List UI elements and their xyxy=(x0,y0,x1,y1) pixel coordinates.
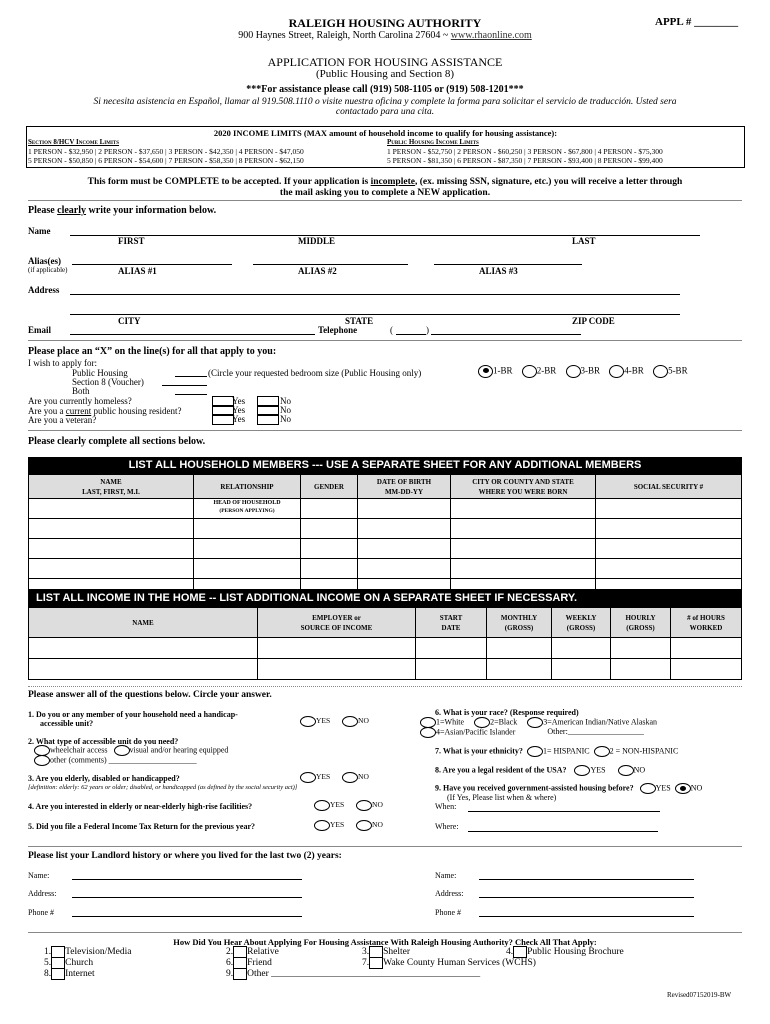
tel-close-paren: ) xyxy=(426,325,429,335)
income-table xyxy=(28,607,742,680)
table-cell[interactable] xyxy=(451,519,596,539)
bedroom-4br-radio[interactable] xyxy=(609,365,624,378)
address-input-line-2[interactable] xyxy=(70,314,680,315)
table-row xyxy=(29,519,742,539)
state-label: STATE xyxy=(345,316,374,326)
q3-yes-radio[interactable] xyxy=(300,772,316,783)
landlord2-address-label: Address: xyxy=(435,889,464,898)
table-cell[interactable] xyxy=(301,499,358,519)
q2-options: wheelchair access visual and/or hearing equipped xyxy=(34,745,228,756)
both-line[interactable] xyxy=(175,394,207,395)
divider xyxy=(28,932,742,933)
q9-where-input-line[interactable] xyxy=(468,831,658,832)
s8-limits-row2: 5 PERSON - $50,850 | 6 PERSON - $54,600 | 7 PERSON - $58,350 | 8 PERSON - $62,150 xyxy=(28,156,304,165)
table-cell[interactable] xyxy=(29,659,258,680)
org-name: RALEIGH HOUSING AUTHORITY xyxy=(288,16,482,30)
table-cell[interactable] xyxy=(194,559,301,579)
hear-item-1: 1. Television/Media xyxy=(44,947,132,958)
q7-hispanic-radio[interactable] xyxy=(527,746,543,757)
q9-when-label: When: xyxy=(435,802,457,811)
q6-other-field[interactable]: Other:___________________ xyxy=(547,727,644,737)
telephone-input-line[interactable] xyxy=(431,334,581,335)
q6-options-row2: 4=Asian/Pacific Islander Other:___________________ xyxy=(420,727,644,738)
q8-yes-radio[interactable] xyxy=(574,765,590,776)
landlord-title: Please list your Landlord history or where you lived for the last two (2) years: xyxy=(28,851,342,861)
col-ssn: SOCIAL SECURITY # xyxy=(596,475,742,499)
landlord2-address-input[interactable] xyxy=(479,897,694,898)
ph-limits-row2: 5 PERSON - $81,350 | 6 PERSON - $87,350 | 7 PERSON - $93,400 | 8 PERSON - $99,400 xyxy=(387,156,663,165)
table-cell[interactable] xyxy=(194,519,301,539)
landlord1-phone-input[interactable] xyxy=(72,916,302,917)
q9-when-input-line[interactable] xyxy=(468,811,660,812)
s8-limits-heading: Section 8/HCV Income Limits xyxy=(28,138,120,146)
head-of-household-cell: HEAD OF HOUSEHOLD (PERSON APPLYING) xyxy=(194,499,301,519)
table-cell[interactable] xyxy=(416,638,487,659)
table-cell[interactable] xyxy=(611,638,671,659)
org-address: 900 Haynes Street, Raleigh, North Carolina 27604 ~ www.rhaonline.com xyxy=(238,30,532,41)
hear-item-3: 3. Shelter xyxy=(362,947,411,958)
bedroom-1br-radio[interactable] xyxy=(478,365,493,378)
q9-text: 9. Have you received government-assisted housing before? YES NO xyxy=(435,783,703,793)
col-hours-worked: # of HOURS WORKED xyxy=(671,608,742,638)
landlord2-name-input[interactable] xyxy=(479,879,694,880)
ph-limits-heading: Public Housing Income Limits xyxy=(387,138,479,146)
last-label: LAST xyxy=(572,236,596,246)
homeless-yes-label: Yes xyxy=(232,396,246,406)
col-hourly: HOURLY (GROSS) xyxy=(611,608,671,638)
hear-item-8: 8. Internet xyxy=(44,969,95,980)
veteran-no-label: No xyxy=(280,414,291,424)
q1-text: 1. Do you or any member of your household need a handicap- accessible unit? xyxy=(28,710,238,728)
table-row xyxy=(29,499,742,519)
divider xyxy=(28,686,742,687)
q2-other-option: other (comments) ______________________ xyxy=(34,755,197,766)
website-link[interactable]: www.rhaonline.com xyxy=(450,30,532,41)
s8-limits-row1: 1 PERSON - $32,950 | 2 PERSON - $37,650 | 3 PERSON - $42,350 | 4 PERSON - $47,050 xyxy=(28,147,304,156)
table-cell[interactable] xyxy=(671,659,742,680)
homeless-question: Are you currently homeless? xyxy=(28,396,132,406)
bedroom-5br-radio[interactable] xyxy=(653,365,668,378)
complete-notice: This form must be COMPLETE to be accepted. If your application is incomplete, (ex. missing SSN, signature, etc.) you will receive a letter through the mail asking you to complete a NEW application. xyxy=(87,177,683,198)
col-relationship: RELATIONSHIP xyxy=(194,475,301,499)
table-cell[interactable] xyxy=(611,659,671,680)
bedroom-circle-note: (Circle your requested bedroom size (Public Housing only) xyxy=(208,368,422,378)
hear-checkbox[interactable] xyxy=(51,968,65,980)
alias3-input-line[interactable] xyxy=(434,264,582,265)
q7-nonhispanic-radio[interactable] xyxy=(594,746,610,757)
write-clearly-note: Please clearly write your information below. xyxy=(28,205,217,216)
bedroom-options: 1-BR 2-BR 3-BR 4-BR 5-BR xyxy=(478,365,688,378)
col-gender: GENDER xyxy=(301,475,358,499)
alias1-input-line[interactable] xyxy=(72,264,232,265)
table-row xyxy=(29,638,742,659)
landlord1-address-label: Address: xyxy=(28,889,57,898)
landlord1-address-input[interactable] xyxy=(72,897,302,898)
col-weekly: WEEKLY (GROSS) xyxy=(552,608,611,638)
table-cell[interactable] xyxy=(552,638,611,659)
telephone-label: Telephone xyxy=(318,325,358,335)
q5-options: YES NO xyxy=(314,820,383,831)
q8-text: 8. Are you a legal resident of the USA? YES NO xyxy=(435,765,646,775)
q4-text: 4. Are you interested in elderly or near-elderly high-rise facilities? xyxy=(28,802,253,811)
section8-label: Section 8 (Voucher) xyxy=(72,377,144,387)
table-row xyxy=(29,539,742,559)
q9-yes-radio[interactable] xyxy=(640,783,656,794)
landlord2-phone-input[interactable] xyxy=(479,916,694,917)
hear-title: How Did You Hear About Applying For Housing Assistance With Raleigh Housing Authority? Check All That Apply: xyxy=(173,937,597,947)
table-cell[interactable] xyxy=(29,559,194,579)
divider xyxy=(28,430,742,431)
table-cell[interactable] xyxy=(358,499,451,519)
landlord1-phone-label: Phone # xyxy=(28,908,54,917)
income-limits-box xyxy=(26,126,745,168)
ph-limits-row1: 1 PERSON - $52,750 | 2 PERSON - $60,250 | 3 PERSON - $67,800 | 4 PERSON - $75,300 xyxy=(387,147,663,156)
divider xyxy=(28,200,742,201)
revision-stamp: Revised07152019-BW xyxy=(667,991,732,999)
table-cell[interactable] xyxy=(596,539,742,559)
table-row xyxy=(29,559,742,579)
apply-title: Please place an “X” on the line(s) for all that apply to you: xyxy=(28,346,277,357)
table-cell[interactable] xyxy=(301,559,358,579)
q5-no-radio[interactable] xyxy=(356,820,372,831)
resident-yes-label: Yes xyxy=(232,405,246,415)
table-cell[interactable] xyxy=(416,659,487,680)
page-subtitle: (Public Housing and Section 8) xyxy=(315,68,455,80)
tel-open-paren: ( xyxy=(390,325,393,335)
email-input-line[interactable] xyxy=(70,334,315,335)
public-housing-line[interactable] xyxy=(175,376,207,377)
hear-item-7: 7. Wake County Human Services (WCHS) xyxy=(362,958,536,969)
first-label: FIRST xyxy=(118,236,145,246)
table-cell[interactable] xyxy=(29,519,194,539)
income-bar: LIST ALL INCOME IN THE HOME -- LIST ADDITIONAL INCOME ON A SEPARATE SHEET IF NECESSARY. xyxy=(28,589,742,607)
q3-definition: [definition: elderly: 62 years or older; disabled, or handicapped (as defined by the social security act)] xyxy=(28,784,298,791)
table-cell[interactable] xyxy=(194,539,301,559)
household-bar: LIST ALL HOUSEHOLD MEMBERS --- USE A SEPARATE SHEET FOR ANY ADDITIONAL MEMBERS xyxy=(28,457,742,474)
table-cell[interactable] xyxy=(487,659,552,680)
name-label: Name xyxy=(28,226,51,236)
col-name: NAME LAST, FIRST, M.I. xyxy=(29,475,194,499)
table-cell[interactable] xyxy=(451,539,596,559)
table-cell[interactable] xyxy=(487,638,552,659)
hear-item-6: 6. Friend xyxy=(226,958,272,969)
page-title: APPLICATION FOR HOUSING ASSISTANCE xyxy=(267,55,503,69)
income-limits-title: 2020 INCOME LIMITS (MAX amount of household income to qualify for housing assistance): xyxy=(213,128,558,138)
table-cell[interactable] xyxy=(358,559,451,579)
q3-text: 3. Are you elderly, disabled or handicapped? xyxy=(28,774,180,783)
resident-no-label: No xyxy=(280,405,291,415)
hear-checkbox[interactable] xyxy=(233,968,247,980)
q8-no-radio[interactable] xyxy=(618,765,634,776)
city-label: CITY xyxy=(118,316,141,326)
alias-sub-label: (if applicable) xyxy=(28,266,68,274)
section8-line[interactable] xyxy=(162,385,207,386)
homeless-no-label: No xyxy=(280,396,291,406)
veteran-yes-label: Yes xyxy=(232,414,246,424)
questions-intro: Please answer all of the questions below. Circle your answer. xyxy=(28,690,272,700)
bedroom-2br-radio[interactable] xyxy=(522,365,537,378)
table-cell[interactable] xyxy=(258,638,416,659)
landlord2-phone-label: Phone # xyxy=(435,908,461,917)
alias2-label: ALIAS #2 xyxy=(298,266,337,276)
table-cell[interactable] xyxy=(29,499,194,519)
q6-asian-radio[interactable] xyxy=(420,727,436,738)
name-input-line[interactable] xyxy=(70,235,700,236)
col-employer: EMPLOYER or SOURCE OF INCOME xyxy=(258,608,416,638)
q9-no-radio[interactable] xyxy=(675,783,691,794)
table-cell[interactable] xyxy=(301,539,358,559)
table-cell[interactable] xyxy=(596,559,742,579)
col-income-name: NAME xyxy=(29,608,258,638)
veteran-question: Are you a veteran? xyxy=(28,415,97,425)
divider xyxy=(28,340,742,341)
hear-item-4: 4. Public Housing Brochure xyxy=(506,947,624,958)
q3-options: YES NO xyxy=(300,772,369,783)
table-cell[interactable] xyxy=(258,659,416,680)
landlord1-name-label: Name: xyxy=(28,871,50,880)
hear-item-5: 5. Church xyxy=(44,958,94,969)
public-housing-label: Public Housing xyxy=(72,368,128,378)
area-code-input-line[interactable] xyxy=(396,334,426,335)
q4-options: YES NO xyxy=(314,800,383,811)
assistance-phone: ***For assistance please call (919) 508-1105 or (919) 508-1201*** xyxy=(246,84,524,95)
veteran-yes-box[interactable] xyxy=(212,414,234,425)
household-table xyxy=(28,474,742,599)
table-cell[interactable] xyxy=(596,499,742,519)
hear-item-2: 2. Relative xyxy=(226,947,279,958)
both-label: Both xyxy=(72,386,90,396)
table-cell[interactable] xyxy=(29,539,194,559)
q6-text: 6. What is your race? (Response required) xyxy=(435,708,579,717)
address-input-line-1[interactable] xyxy=(70,294,680,295)
landlord1-name-input[interactable] xyxy=(72,879,302,880)
table-cell[interactable] xyxy=(552,659,611,680)
table-cell[interactable] xyxy=(596,519,742,539)
table-cell[interactable] xyxy=(451,499,596,519)
spanish-note: Si necesita asistencia en Español, llamar al 919.508.1110 o visite nuestra oficina y complete la forma para solicitar el servicio de traducción. Usted sera contactado para una cita. xyxy=(93,97,677,117)
col-birthplace: CITY OR COUNTY AND STATE WHERE YOU WERE BORN xyxy=(451,475,596,499)
complete-all-note: Please clearly complete all sections below. xyxy=(28,436,206,447)
email-label: Email xyxy=(28,325,52,335)
table-cell[interactable] xyxy=(301,519,358,539)
table-cell[interactable] xyxy=(358,519,451,539)
apply-wish: I wish to apply for: xyxy=(28,358,97,368)
q1-no-radio[interactable] xyxy=(342,716,358,727)
q4-yes-radio[interactable] xyxy=(314,800,330,811)
zip-label: ZIP CODE xyxy=(572,316,615,326)
table-cell[interactable] xyxy=(451,559,596,579)
table-cell[interactable] xyxy=(358,539,451,559)
middle-label: MIDDLE xyxy=(298,236,336,246)
q7-text: 7. What is your ethnicity? 1= HISPANIC 2 = NON-HISPANIC xyxy=(435,746,679,756)
address-label: Address xyxy=(28,285,60,295)
table-row xyxy=(29,659,742,680)
q4-no-radio[interactable] xyxy=(356,800,372,811)
q9-where-label: Where: xyxy=(435,822,459,831)
q2-other-radio[interactable] xyxy=(34,755,50,766)
q5-text: 5. Did you file a Federal Income Tax Return for the previous year? xyxy=(28,822,256,831)
resident-question: Are you a current public housing resident? xyxy=(28,406,182,416)
bedroom-3br-radio[interactable] xyxy=(566,365,581,378)
col-monthly: MONTHLY (GROSS) xyxy=(487,608,552,638)
q6-options-row1: 1=White 2=Black 3=American Indian/Native Alaskan xyxy=(420,717,657,728)
q1-yes-radio[interactable] xyxy=(300,716,316,727)
q5-yes-radio[interactable] xyxy=(314,820,330,831)
alias3-label: ALIAS #3 xyxy=(479,266,518,276)
table-cell[interactable] xyxy=(29,638,258,659)
divider xyxy=(28,846,742,847)
col-start-date: START DATE xyxy=(416,608,487,638)
veteran-no-box[interactable] xyxy=(257,414,279,425)
col-dob: DATE OF BIRTH MM-DD-YY xyxy=(358,475,451,499)
landlord2-name-label: Name: xyxy=(435,871,457,880)
q9-note: (If Yes, Please list when & where) xyxy=(447,793,557,802)
alias2-input-line[interactable] xyxy=(253,264,408,265)
hear-item-9: 9. Other ____________________________________________ xyxy=(226,969,481,980)
q2-text: 2. What type of accessible unit do you need? xyxy=(28,737,179,746)
appl-number: APPL # ________ xyxy=(655,16,739,28)
alias1-label: ALIAS #1 xyxy=(118,266,157,276)
q1-options: YES NO xyxy=(300,716,369,727)
alias-label: Alias(es) xyxy=(28,256,61,266)
q3-no-radio[interactable] xyxy=(342,772,358,783)
table-cell[interactable] xyxy=(671,638,742,659)
